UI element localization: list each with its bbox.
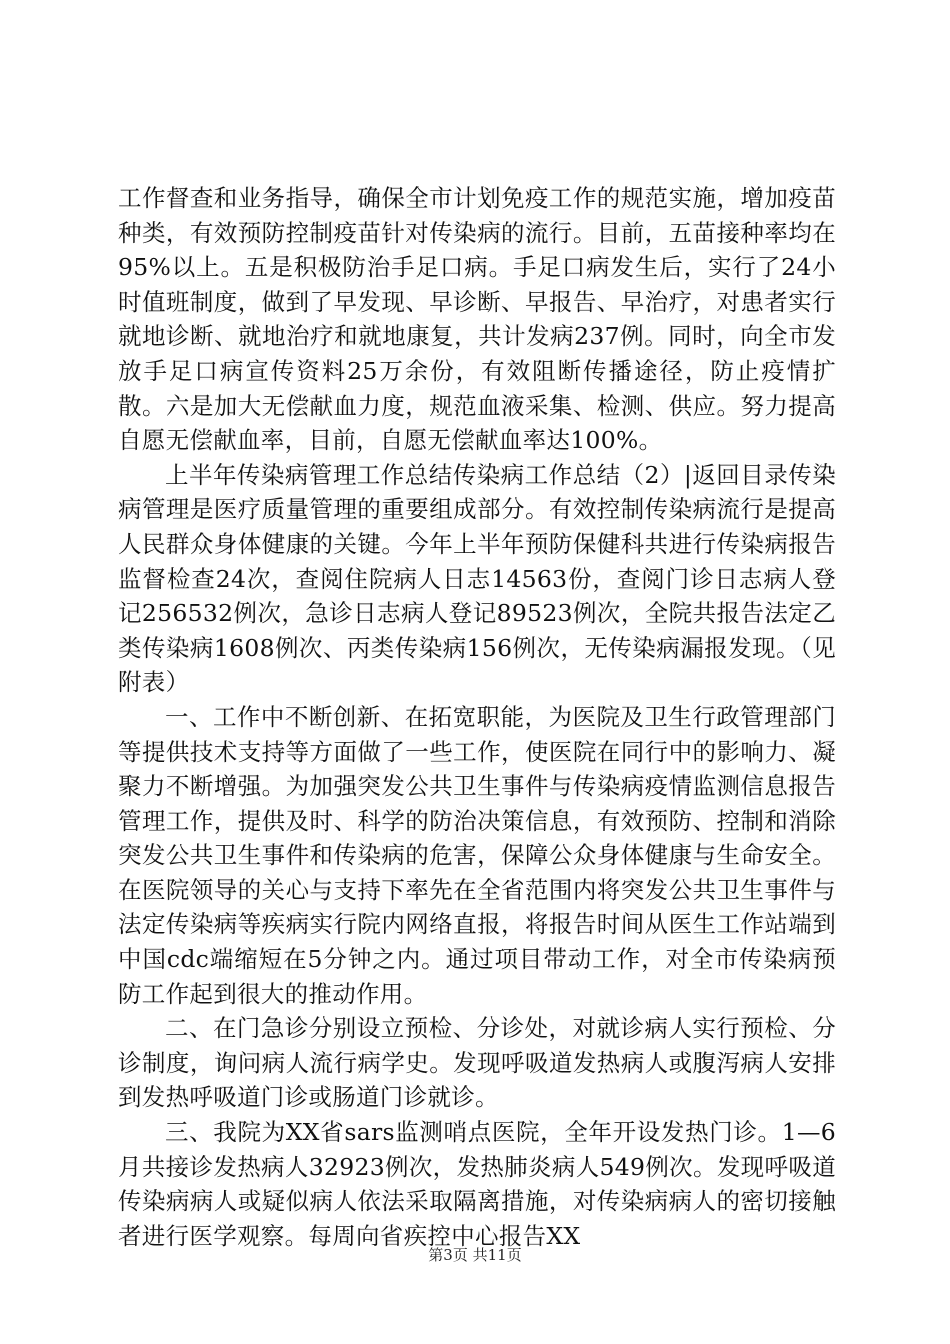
paragraph-4: 二、在门急诊分别设立预检、分诊处，对就诊病人实行预检、分诊制度，询问病人流行病学史。发现呼吸道发热病人或腹泻病人安排到发热呼吸道门诊或肠道门诊就诊。 — [118, 1014, 836, 1112]
paragraph-5: 三、我院为XX省sars监测哨点医院，全年开设发热门诊。1—6月共接诊发热病人32923例次，发热肺炎病人549例次。发现呼吸道传染病病人或疑似病人依法采取隔离措施，对传染病病人的密切接触者进行医学观察。每周向省疾控中心报告XX — [118, 1118, 836, 1250]
page-footer: 第3页 共11页 — [428, 1246, 522, 1264]
paragraph-1: 工作督查和业务指导，确保全市计划免疫工作的规范实施，增加疫苗种类，有效预防控制疫苗针对传染病的流行。目前，五苗接种率均在95%以上。五是积极防治手足口病。手足口病发生后，实行了24小时值班制度，做到了早发现、早诊断、早报告、早治疗，对患者实行就地诊断、就地治疗和就地康复，共计发病237例。同时，向全市发放手足口病宣传资料25万余份，有效阻断传播途径，防止疫情扩散。六是加大无偿献血力度，规范血液采集、检测、供应。努力提高自愿无偿献血率，目前，自愿无偿献血率达100%。 — [118, 184, 836, 455]
paragraph-3: 一、工作中不断创新、在拓宽职能，为医院及卫生行政管理部门等提供技术支持等方面做了一些工作，使医院在同行中的影响力、凝聚力不断增强。为加强突发公共卫生事件与传染病疫情监测信息报告管理工作，提供及时、科学的防治决策信息，有效预防、控制和消除突发公共卫生事件和传染病的危害，保障公众身体健康与生命安全。在医院领导的关心与支持下率先在全省范围内将突发公共卫生事件与法定传染病等疾病实行院内网络直报，将报告时间从医生工作站端到中国cdc端缩短在5分钟之内。通过项目带动工作，对全市传染病预防工作起到很大的推动作用。 — [118, 702, 836, 1008]
document-body — [118, 181, 836, 1253]
paragraph-2: 上半年传染病管理工作总结传染病工作总结（2）|返回目录传染病管理是医疗质量管理的重要组成部分。有效控制传染病流行是提高人民群众身体健康的关键。今年上半年预防保健科共进行传染病报告监督检查24次，查阅住院病人日志14563份，查阅门诊日志病人登记256532例次，急诊日志病人登记89523例次，全院共报告法定乙类传染病1608例次、丙类传染病156例次，无传染病漏报发现。（见附表） — [118, 460, 836, 697]
